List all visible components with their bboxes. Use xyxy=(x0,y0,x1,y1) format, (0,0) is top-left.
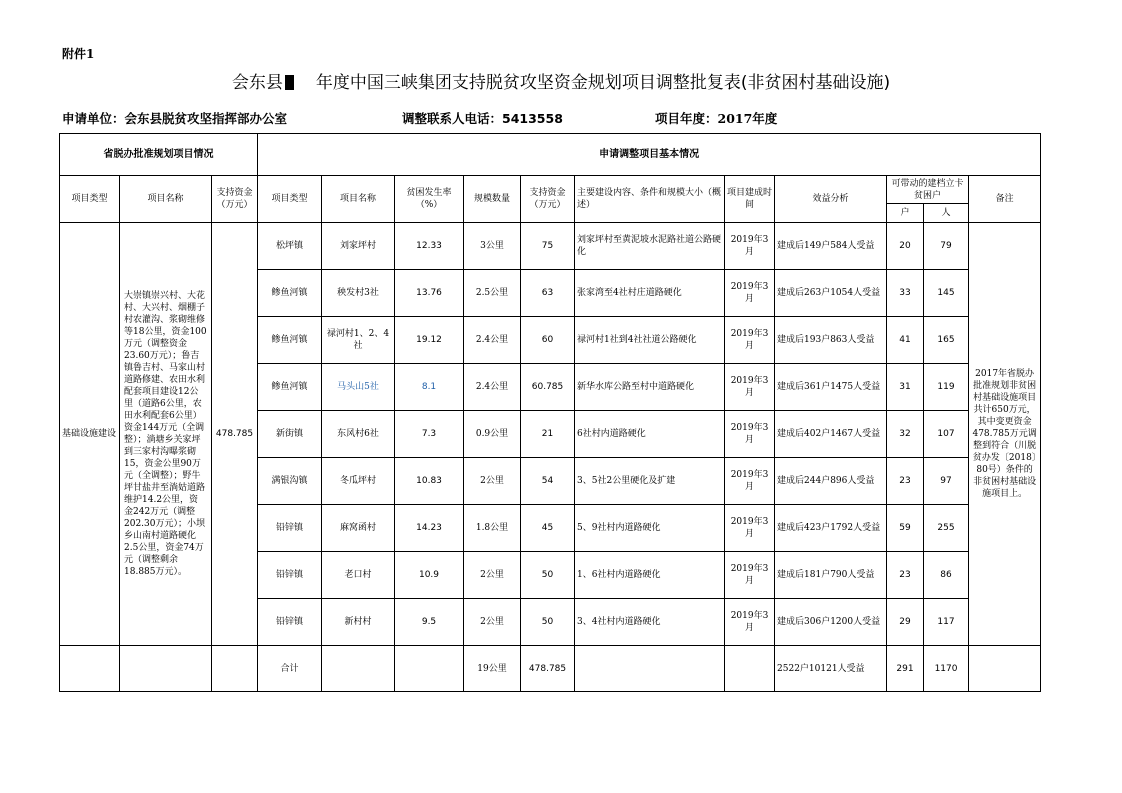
header-adj-type: 项目类型 xyxy=(258,176,322,223)
total-empty-fund xyxy=(212,646,258,692)
total-benefit: 2522户10121人受益 xyxy=(775,646,887,692)
cell-fund: 50 xyxy=(521,552,575,599)
cell-hh: 41 xyxy=(887,317,924,364)
total-empty-village xyxy=(322,646,395,692)
section-approved: 省脱办批准规划项目情况 xyxy=(60,134,258,176)
cell-time: 2019年3月 xyxy=(725,552,775,599)
total-row xyxy=(60,646,1041,692)
cell-content: 禄河村1社到4社社道公路硬化 xyxy=(575,317,725,364)
cell-fund: 21 xyxy=(521,411,575,458)
cell-town: 铅锌镇 xyxy=(258,552,322,599)
cell-rate: 10.9 xyxy=(395,552,464,599)
adjustment-table xyxy=(59,133,1041,692)
applicant-unit xyxy=(62,109,287,127)
cell-village: 麻窝函村 xyxy=(322,505,395,552)
cell-rate: 8.1 xyxy=(395,364,464,411)
cell-town: 满银沟镇 xyxy=(258,458,322,505)
approved-fund: 478.785 xyxy=(212,223,258,646)
total-hh: 291 xyxy=(887,646,924,692)
cell-hh: 59 xyxy=(887,505,924,552)
cell-village: 老口村 xyxy=(322,552,395,599)
cell-content: 刘家坪村至黄泥坡水泥路社道公路硬化 xyxy=(575,223,725,270)
cell-hh: 20 xyxy=(887,223,924,270)
cell-village: 东风村6社 xyxy=(322,411,395,458)
cell-people: 119 xyxy=(924,364,969,411)
cell-scale: 2.4公里 xyxy=(464,317,521,364)
cell-fund: 45 xyxy=(521,505,575,552)
total-label: 合计 xyxy=(258,646,322,692)
cell-benefit: 建成后263户1054人受益 xyxy=(775,270,887,317)
cell-scale: 0.9公里 xyxy=(464,411,521,458)
cell-benefit: 建成后244户896人受益 xyxy=(775,458,887,505)
cell-benefit: 建成后193户863人受益 xyxy=(775,317,887,364)
cell-village: 秧发村3社 xyxy=(322,270,395,317)
contact-phone-value: 5413558 xyxy=(502,111,563,126)
cell-benefit: 建成后402户1467人受益 xyxy=(775,411,887,458)
header-fund: 支持资金（万元） xyxy=(212,176,258,223)
document-title xyxy=(0,68,1122,93)
contact-phone xyxy=(402,109,563,127)
cell-rate: 12.33 xyxy=(395,223,464,270)
cell-time: 2019年3月 xyxy=(725,458,775,505)
cell-content: 6社村内道路硬化 xyxy=(575,411,725,458)
header-hh: 户 xyxy=(887,204,924,223)
cell-town: 松坪镇 xyxy=(258,223,322,270)
header-adj-name: 项目名称 xyxy=(322,176,395,223)
cell-scale: 2公里 xyxy=(464,599,521,646)
total-empty-remark xyxy=(969,646,1041,692)
title-county: 会东县 xyxy=(231,73,283,93)
total-fund: 478.785 xyxy=(521,646,575,692)
total-scale: 19公里 xyxy=(464,646,521,692)
cell-benefit: 建成后149户584人受益 xyxy=(775,223,887,270)
cell-content: 5、9社村内道路硬化 xyxy=(575,505,725,552)
cell-people: 117 xyxy=(924,599,969,646)
cell-benefit: 建成后306户1200人受益 xyxy=(775,599,887,646)
total-empty-time xyxy=(725,646,775,692)
cell-content: 3、5社2公里硬化及扩建 xyxy=(575,458,725,505)
header-type: 项目类型 xyxy=(60,176,120,223)
cell-town: 铅锌镇 xyxy=(258,505,322,552)
cell-time: 2019年3月 xyxy=(725,223,775,270)
cell-town: 鲹鱼河镇 xyxy=(258,364,322,411)
cell-scale: 3公里 xyxy=(464,223,521,270)
cell-benefit: 建成后423户1792人受益 xyxy=(775,505,887,552)
cell-rate: 9.5 xyxy=(395,599,464,646)
total-empty-rate xyxy=(395,646,464,692)
cell-fund: 60.785 xyxy=(521,364,575,411)
cell-fund: 75 xyxy=(521,223,575,270)
applicant-unit-value: 会东县脱贫攻坚指挥部办公室 xyxy=(124,111,288,126)
project-year-label: 项目年度： xyxy=(655,111,718,126)
cell-content: 张家湾至4社村庄道路硬化 xyxy=(575,270,725,317)
header-households: 可带动的建档立卡贫困户 xyxy=(887,176,969,204)
cell-town: 鲹鱼河镇 xyxy=(258,317,322,364)
cell-hh: 23 xyxy=(887,552,924,599)
cell-hh: 23 xyxy=(887,458,924,505)
total-empty-content xyxy=(575,646,725,692)
section-adjustment: 申请调整项目基本情况 xyxy=(258,134,1041,176)
cell-rate: 7.3 xyxy=(395,411,464,458)
cell-hh: 29 xyxy=(887,599,924,646)
cell-scale: 2.5公里 xyxy=(464,270,521,317)
approved-type: 基础设施建设 xyxy=(60,223,120,646)
cell-people: 145 xyxy=(924,270,969,317)
cell-time: 2019年3月 xyxy=(725,411,775,458)
cell-scale: 2公里 xyxy=(464,458,521,505)
header-people: 人 xyxy=(924,204,969,223)
cell-village: 新村村 xyxy=(322,599,395,646)
redaction-block xyxy=(285,75,294,90)
header-scale: 规模数量 xyxy=(464,176,521,223)
cell-fund: 50 xyxy=(521,599,575,646)
project-year-value: 2017年度 xyxy=(717,111,778,126)
header-adj-fund: 支持资金（万元） xyxy=(521,176,575,223)
cell-village: 冬瓜坪村 xyxy=(322,458,395,505)
cell-people: 255 xyxy=(924,505,969,552)
cell-rate: 13.76 xyxy=(395,270,464,317)
cell-content: 3、4社村内道路硬化 xyxy=(575,599,725,646)
cell-hh: 31 xyxy=(887,364,924,411)
cell-people: 107 xyxy=(924,411,969,458)
total-empty-name xyxy=(120,646,212,692)
header-content: 主要建设内容、条件和规模大小（概述） xyxy=(575,176,725,223)
cell-town: 铅锌镇 xyxy=(258,599,322,646)
header-benefit: 效益分析 xyxy=(775,176,887,223)
header-remark: 备注 xyxy=(969,176,1041,223)
table-row xyxy=(60,223,1041,270)
cell-rate: 19.12 xyxy=(395,317,464,364)
cell-scale: 2公里 xyxy=(464,552,521,599)
cell-town: 鲹鱼河镇 xyxy=(258,270,322,317)
cell-fund: 60 xyxy=(521,317,575,364)
attachment-label: 附件1 xyxy=(62,47,95,61)
cell-people: 79 xyxy=(924,223,969,270)
cell-rate: 14.23 xyxy=(395,505,464,552)
total-empty-type xyxy=(60,646,120,692)
header-build-time: 项目建成时间 xyxy=(725,176,775,223)
cell-town: 新街镇 xyxy=(258,411,322,458)
cell-time: 2019年3月 xyxy=(725,505,775,552)
cell-content: 新华水库公路至村中道路硬化 xyxy=(575,364,725,411)
cell-village: 刘家坪村 xyxy=(322,223,395,270)
cell-people: 165 xyxy=(924,317,969,364)
cell-time: 2019年3月 xyxy=(725,599,775,646)
cell-content: 1、6社村内道路硬化 xyxy=(575,552,725,599)
applicant-unit-label: 申请单位： xyxy=(62,111,125,126)
cell-scale: 1.8公里 xyxy=(464,505,521,552)
cell-village: 马头山5社 xyxy=(322,364,395,411)
cell-fund: 54 xyxy=(521,458,575,505)
title-main: 年度中国三峡集团支持脱贫攻坚资金规划项目调整批复表(非贫困村基础设施) xyxy=(315,73,891,93)
cell-scale: 2.4公里 xyxy=(464,364,521,411)
cell-hh: 33 xyxy=(887,270,924,317)
remark-note: 2017年省脱办批准规划非贫困村基础设施项目共计650万元，其中变更资金478.785万元调整到符合（川脱贫办发〔2018〕80号）条件的非贫困村基础设施项目上。 xyxy=(969,223,1041,646)
cell-time: 2019年3月 xyxy=(725,270,775,317)
cell-village: 禄河村1、2、4社 xyxy=(322,317,395,364)
cell-people: 97 xyxy=(924,458,969,505)
header-name: 项目名称 xyxy=(120,176,212,223)
cell-rate: 10.83 xyxy=(395,458,464,505)
cell-benefit: 建成后181户790人受益 xyxy=(775,552,887,599)
cell-hh: 32 xyxy=(887,411,924,458)
contact-phone-label: 调整联系人电话： xyxy=(402,111,503,126)
cell-benefit: 建成后361户1475人受益 xyxy=(775,364,887,411)
project-year xyxy=(655,109,777,127)
total-people: 1170 xyxy=(924,646,969,692)
cell-people: 86 xyxy=(924,552,969,599)
cell-time: 2019年3月 xyxy=(725,364,775,411)
cell-fund: 63 xyxy=(521,270,575,317)
cell-time: 2019年3月 xyxy=(725,317,775,364)
header-poverty-rate: 贫困发生率（%） xyxy=(395,176,464,223)
approved-project-desc: 大崇镇崇兴村、大花村、大兴村、烟棚子村农灌沟、浆砌维修等18公里，资金100万元（调整资金23.60万元）；鲁吉镇鲁吉村、马家山村道路修建、农田水利配套项目建设12公里（道路6公里，农田水利配套6公里）资金144万元（全调整）；淌塘乡关家坪到三家村沟曝浆砌15，资金公里90万元（全调整）；野牛坪甘盐井至淌姑道路维护14.2公里，资金242万元（调整202.30万元）；小坝乡山南村道路硬化2.5公里，资金74万元（调整剩余18.885万元）。 xyxy=(120,223,212,646)
